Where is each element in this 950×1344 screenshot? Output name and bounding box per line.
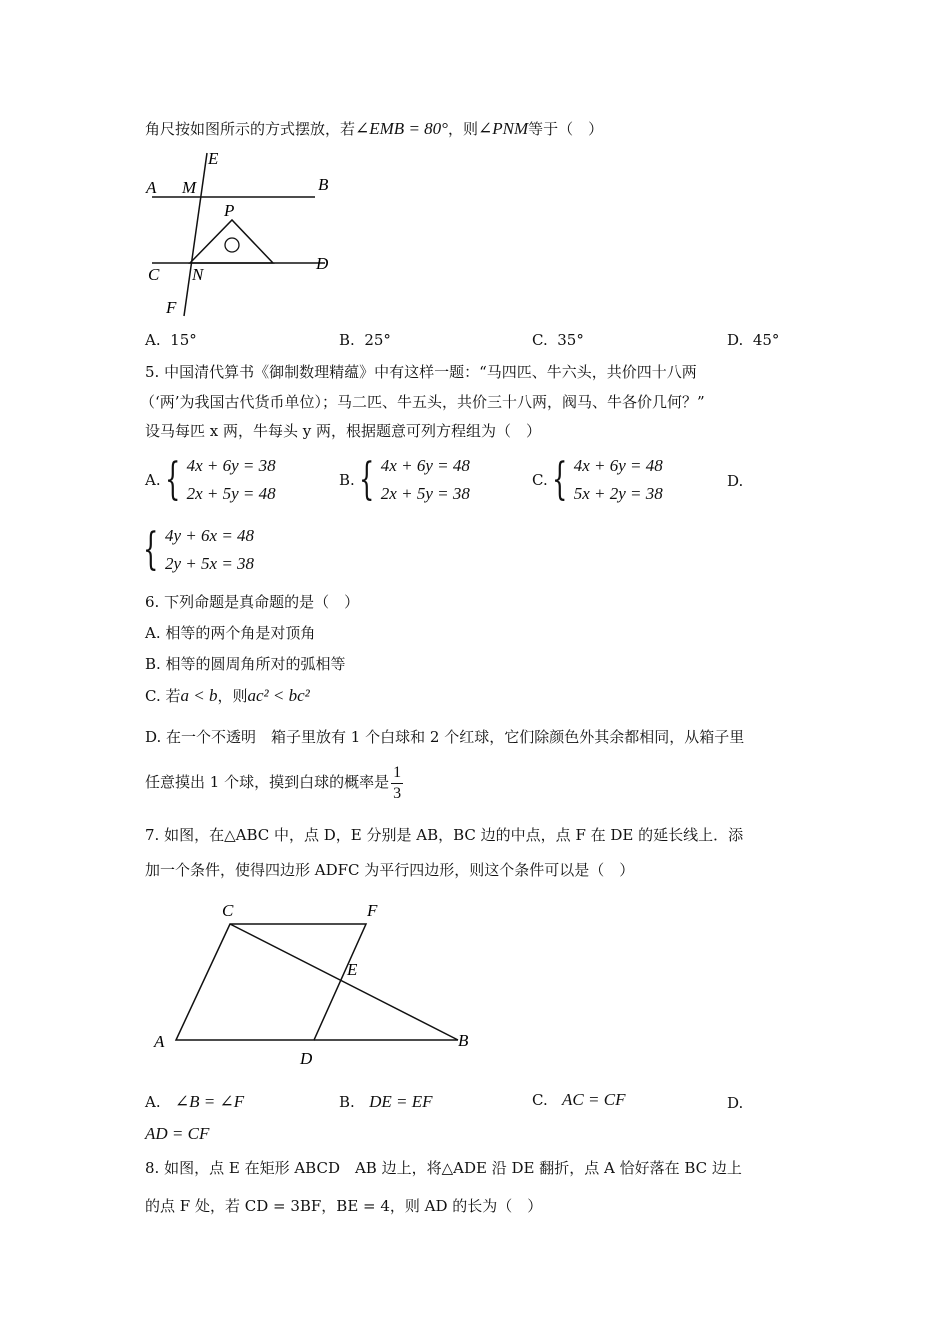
q6-option-d-line1: D. 在一个不透明 箱子里放有 1 个白球和 2 个红球，它们除颜色外其余都相同，从箱子里 bbox=[145, 728, 745, 746]
q6-option-a: A. 相等的两个角是对顶角 bbox=[145, 624, 316, 642]
q4-option-a bbox=[145, 331, 197, 349]
q6-option-d-text: 任意摸出 1 个球，摸到白球的概率是 bbox=[145, 773, 390, 791]
q7-option-b bbox=[339, 1092, 433, 1112]
q8-line-1: 8. 如图，点 E 在矩形 ABCD AB 边上，将△ADE 沿 DE 翻折，点 A 恰好落在 BC 边上 bbox=[145, 1159, 742, 1177]
q7-option-d-letter: D. bbox=[727, 1094, 744, 1112]
q5-option-d-letter: D. bbox=[727, 472, 744, 490]
q4-option-c-letter: C. bbox=[532, 331, 548, 349]
q5-option-d bbox=[143, 522, 254, 578]
q8-line-2: 的点 F 处，若 CD = 3BF，BE = 4，则 AD 的长为（ ） bbox=[145, 1197, 543, 1215]
q7-label-e: E bbox=[347, 960, 358, 979]
q4-label-m: M bbox=[182, 178, 197, 197]
brace-icon: { bbox=[551, 454, 568, 505]
q7-label-b: B bbox=[458, 1031, 469, 1050]
q4-option-d-text: 45° bbox=[752, 331, 780, 349]
q7-option-b-letter: B. bbox=[339, 1093, 355, 1111]
q4-option-a-letter: A. bbox=[145, 331, 161, 349]
brace-icon: { bbox=[164, 454, 181, 505]
q6-option-c bbox=[145, 686, 310, 706]
q7-label-d: D bbox=[300, 1049, 313, 1068]
q5-option-a-eq1: 4x + 6y = 38 bbox=[186, 456, 276, 475]
q7-line-2: 加一个条件，使得四边形 ADFC 为平行四边形，则这个条件可以是（ ） bbox=[145, 861, 635, 879]
q5-option-c-eq1: 4x + 6y = 48 bbox=[573, 456, 663, 475]
q4-stem-mid: ，则 bbox=[447, 120, 478, 138]
q4-label-f: F bbox=[166, 298, 177, 317]
q7-option-a bbox=[145, 1092, 244, 1112]
q4-stem bbox=[145, 119, 603, 139]
q4-label-p: P bbox=[224, 201, 235, 220]
q5-option-d-eq1: 4y + 6x = 48 bbox=[165, 526, 255, 545]
q4-option-c bbox=[532, 331, 584, 349]
fraction-numerator: 1 bbox=[391, 763, 403, 784]
q4-option-d bbox=[727, 331, 779, 349]
q4-option-b bbox=[339, 331, 391, 349]
q4-label-b: B bbox=[318, 175, 329, 194]
q6-option-c-math1: a < b bbox=[180, 686, 218, 705]
q6-option-c-mid: ，则 bbox=[217, 687, 248, 705]
brace-icon: { bbox=[358, 454, 375, 505]
q7-figure bbox=[148, 898, 478, 1070]
fraction bbox=[391, 763, 403, 804]
q5-line-2: （‘两’为我国古代货币单位）；马二匹、牛五头，共价三十八两，阀马、牛各价几何？” bbox=[140, 393, 705, 411]
q5-option-c-eq2: 5x + 2y = 38 bbox=[573, 484, 663, 503]
q5-option-b-eq2: 2x + 5y = 38 bbox=[380, 484, 470, 503]
q7-option-b-text: DE = EF bbox=[369, 1092, 433, 1111]
q4-option-d-letter: D. bbox=[727, 331, 744, 349]
q4-option-c-text: 35° bbox=[557, 331, 584, 349]
q6-option-c-math2: ac² < bc² bbox=[247, 686, 310, 705]
q5-option-a-letter: A. bbox=[145, 471, 161, 489]
q4-label-a: A bbox=[146, 178, 157, 197]
q7-option-c-text: AC = CF bbox=[562, 1090, 626, 1109]
q4-angle-pnm: ∠PNM bbox=[477, 119, 529, 138]
q5-line-3: 设马每匹 x 两，牛每头 y 两，根据题意可列方程组为（ ） bbox=[145, 422, 542, 440]
q4-stem-post: 等于（ ） bbox=[528, 120, 604, 138]
q4-stem-text: 角尺按如图所示的方式摆放，若 bbox=[145, 120, 356, 138]
q5-option-d-eq2: 2y + 5x = 38 bbox=[165, 554, 255, 573]
q7-option-d-text: AD = CF bbox=[145, 1124, 210, 1143]
q5-option-b-letter: B. bbox=[339, 471, 355, 489]
q4-label-n: N bbox=[192, 265, 204, 284]
q4-angle-emb: ∠EMB = 80° bbox=[355, 119, 448, 138]
q7-label-a: A bbox=[154, 1032, 165, 1051]
q5-option-c-letter: C. bbox=[532, 471, 548, 489]
q4-option-b-text: 25° bbox=[364, 331, 391, 349]
q4-label-c: C bbox=[148, 265, 160, 284]
q4-label-d: D bbox=[316, 254, 329, 273]
brace-icon: { bbox=[143, 524, 159, 575]
q6-stem: 6. 下列命题是真命题的是（ ） bbox=[145, 593, 360, 611]
q6-option-b: B. 相等的圆周角所对的弧相等 bbox=[145, 655, 346, 673]
q7-label-c: C bbox=[222, 901, 234, 920]
q4-option-a-text: 15° bbox=[170, 331, 197, 349]
q7-label-f: F bbox=[367, 901, 378, 920]
q5-option-b bbox=[339, 452, 470, 508]
q7-option-a-letter: A. bbox=[145, 1093, 161, 1111]
q5-option-a bbox=[145, 452, 276, 508]
q4-figure bbox=[140, 148, 340, 320]
q4-option-b-letter: B. bbox=[339, 331, 355, 349]
q7-line-1: 7. 如图，在△ABC 中，点 D，E 分别是 AB，BC 边的中点，点 F 在 DE 的延长线上．添 bbox=[145, 826, 744, 844]
q6-option-c-pre: C. 若 bbox=[145, 687, 181, 705]
q5-option-b-eq1: 4x + 6y = 48 bbox=[380, 456, 470, 475]
q6-option-d-line2 bbox=[145, 760, 405, 804]
fraction-denominator: 3 bbox=[393, 784, 402, 802]
q7-option-d bbox=[145, 1124, 209, 1144]
q7-option-a-text: ∠B = ∠F bbox=[174, 1092, 245, 1111]
q7-option-c bbox=[532, 1090, 625, 1110]
q5-option-c bbox=[532, 452, 663, 508]
q5-option-a-eq2: 2x + 5y = 48 bbox=[186, 484, 276, 503]
q4-label-e: E bbox=[208, 149, 219, 168]
q5-line-1: 5. 中国清代算书《御制数理精蕴》中有这样一题：“马四匹、牛六头，共价四十八两 bbox=[145, 363, 697, 381]
q7-option-c-letter: C. bbox=[532, 1091, 548, 1109]
